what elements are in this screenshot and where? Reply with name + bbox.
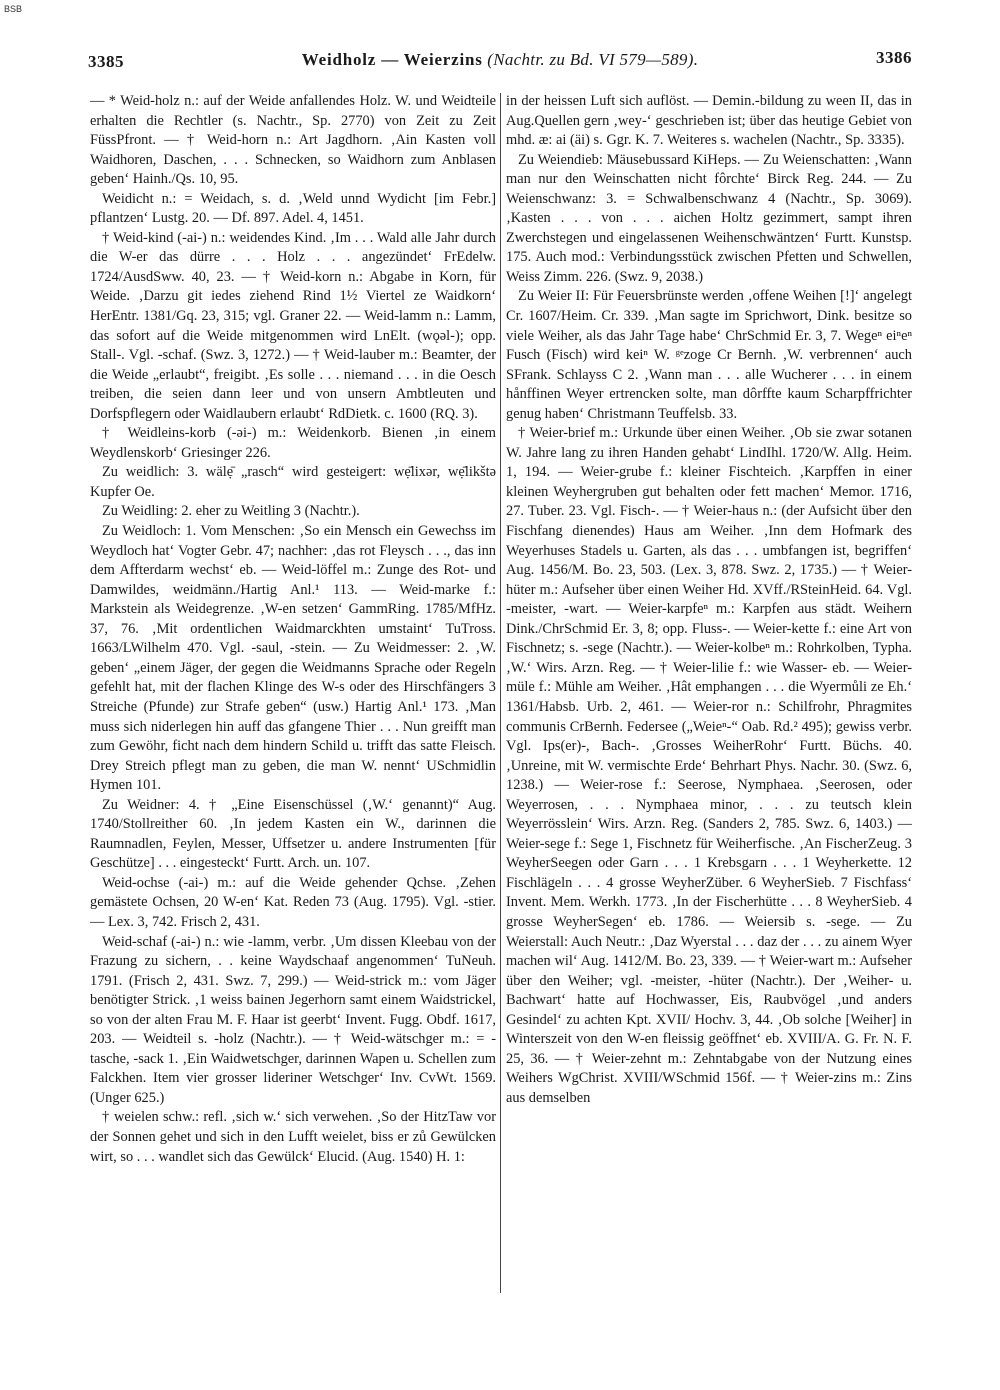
running-title-headwords: Weidholz — Weierzins xyxy=(301,50,483,69)
entry-weidlich: Zu weidlich: 3. wälẹ̄ „rasch“ wird gesteigert: wẹ̄lixər, wẹ̄likštə Kupfer Oe. xyxy=(90,464,496,500)
entry-weiendieb: Zu Weiendieb: Mäusebussard KiHeps. — Zu Weienschatten: ‚Wann man nur den Weinschatten nicht fôrchte‘ Birck Reg. 244. — Zu Weienschwanz: 3. = Schwalbenschwanz 4 (Nachtr., Sp. 3069). ‚Kasten . . . von . . . aichen Holtz gezimmert, sampt ihren Zwerchstegen und eingelassenen Weihenschwäntzen‘ Furtt. Kunstsp. 175. Auch mod.: Verbindungsstück zwischen Pfetten und Schwellen, Weiss Zimm. 226. (Swz. 9, 2038.) xyxy=(506,151,912,285)
running-title xyxy=(0,50,1000,70)
entry-weidochse: Weid-ochse (-ai-) m.: auf die Weide gehender Qchse. ‚Zehen gemästete Ochsen, 20 W-en‘ Kat. Reden 73 (Aug. 1795). Vgl. -stier. — Lex. 3, 742. Frisch 2, 431. xyxy=(90,874,496,930)
column-divider xyxy=(500,93,501,1293)
left-column xyxy=(90,92,496,1292)
entry-weidkind: † Weid-kind (-ai-) n.: weidendes Kind. ‚Im . . . Wald alle Jahr durch die W-er das dürre . . . Holz . . . angezündet‘ FrEdelw. 1724/AusdSww. 40, 23. — † Weid-korn n.: Abgabe in Korn, für Weide. ‚Darzu git iedes ziehend Rind 1½ Viertel ze Waidkorn‘ HerEntr. 1381/Gq. 23, 315; vgl. Graner 22. — Weid-lamm n.: Lamm, das sofort auf die Weide mitgenommen wird LnElt. (wǫəl-); opp. Stall-. Vgl. -schaf. (Swz. 3, 1272.) — † Weid-lauber m.: Beamter, der die Weide „erlaubt“, freigibt. ‚Es solle . . . niemand . . . in die Oesch treiben, die seien dann leer und von unsern Ambtleuten und Dorfspflegern oder Waidlaubern erlaubt‘ RdDietk. c. 1600 (RQ. 3). xyxy=(90,229,496,422)
entry-weidner: Zu Weidner: 4. † „Eine Eisenschüssel (‚W.‘ genannt)“ Aug. 1740/Stollreither 60. ‚In jedem Kasten ein W., darinnen die Raumnadlen, Feylen, Messer, Uffsetzer u. andere Instrumenten [für Geschütze] . . . eingesteckt‘ Furtt. Arch. un. 107. xyxy=(90,796,496,872)
page-number-left: 3385 xyxy=(88,52,124,71)
page-header xyxy=(0,48,1000,78)
entry-weidloch: Zu Weidloch: 1. Vom Menschen: ‚So ein Mensch ein Gewechss im Weydloch hat‘ Vogter Gebr. 47; nachher: ‚das rot Fleysch . . ., das inn dem Affterdarm wechst‘ eb. — Weid-löffel m.: Zunge des Rot- und Damwildes, weidmänn./Hartig Anl.¹ 113. — Weid-marke f.: Markstein als Weidegrenze. ‚W-en setzen‘ GammRing. 1785/MfHz. 37, 76. ‚Mit ordentlichen Waidmarckhten umstaint‘ TuTross. 1663/LWilhelm 470. Vgl. -saul, -stein. — Zu Weidmesser: 2. ‚W. geben‘ „einem Jäger, der gegen die Weidmanns Sprache oder Regeln gefehlt hat, mit der flachen Klinge des W-s oder des Hirschfängers 3 Streiche (Pfunde) zur Strafe geben“ (usw.) Hartig Anl.¹ 173. ‚Man muss sich niderlegen hin auff das gfangene Thier . . . Nun greifft man zum Gewöhr, ficht nach dem hindern Schild u. trifft das satte Fleisch. Drey Streich pflegt man zu geben, die man W. nennt‘ USchmidlin Hymen 101. xyxy=(90,523,496,794)
entry-weidschaf: Weid-schaf (-ai-) n.: wie -lamm, verbr. ‚Um dissen Kleebau von der Frazung zu sichern, . . keine Waydschaaf angenommen‘ TuNeuh. 1791. (Frisch 2, 431. Swz. 7, 299.) — Weid-strick m.: vom Jäger benötigter Strick. ‚1 weiss bainen Jegerhorn samt einem Waidstrickel, so von der alten Frau M. F. Haar ist geerbt‘ Invent. Fugg. Obdf. 1617, 203. — Weidteil s. -holz (Nachtr.). — † Weid-wätschger m.: = -tasche, -sack 1. ‚Ein Waidwetschger, darinnen Wapen u. Schellen zum Falckhen. Item vier grosser lideriner Wetschger‘ Inv. CvWt. 1569. (Unger 625.) xyxy=(90,933,496,1106)
page-number-right: 3386 xyxy=(876,48,912,67)
entry-weidleinskorb: † Weidleins-korb (-əi-) m.: Weidenkorb. Bienen ‚in einem Weydlenskorb‘ Griesinger 226. xyxy=(90,425,496,461)
entry-weidholz: — * Weid-holz n.: auf der Weide anfallendes Holz. W. und Weidteile erhalten die Rechtler (s. Nachtr., Sp. 2770) von Zeit zu Zeit FüssPfront. — † Weid-horn n.: Art Jagdhorn. ‚Ain Kasten voll Waidhoren, Daschen, . . . Schnecken, so Waidhorn zum Anblasen geben‘ Hainh./Qs. 10, 95. xyxy=(90,93,496,188)
entry-weielen-continued: in der heissen Luft sich auflöst. — Demin.-bildung zu ween II, das in Aug.Quellen gern ‚wey-‘ geschrieben ist; über das heutige Gebiet von mhd. æ: ai (äi) s. Ggr. K. 7. Weiteres s. wachelen (Nachtr., Sp. 3335). xyxy=(506,93,912,149)
entry-weidicht: Weidicht n.: = Weidach, s. d. ‚Weld unnd Wydicht [im Febr.] pflantzen‘ Lustg. 20. — Df. 897. Adel. 4, 1451. xyxy=(90,190,496,227)
entry-weidling: Zu Weidling: 2. eher zu Weitling 3 (Nachtr.). xyxy=(102,503,360,520)
right-column xyxy=(506,92,912,1292)
running-title-note: (Nachtr. zu Bd. VI 579—589). xyxy=(487,50,699,69)
entry-weier-ii: Zu Weier II: Für Feuersbrünste werden ‚offene Weihen [!]‘ angelegt Cr. 1607/Heim. Cr. 339. ‚Man sagte im Sprichwort, Dink. besitze so viele Weiher, als das Jahr Tage habe‘ ChrSchmid Er. 3, 7. Wegeⁿ eiⁿeⁿ Fusch (Fisch) wird keiⁿ W. ᵍᵉzoge Cr Bernh. ‚W. verbrennen‘ auch SFrank. Schlayss C 2. ‚Wann man . . . alle Wucherer . . . in einem hånffinen Weyer ertrencken solte, man dôrffte kaum Scharpffrichter genug haben‘ Christmann Teuffelsb. 33. xyxy=(506,288,912,422)
entry-weierbrief: † Weier-brief m.: Urkunde über einen Weiher. ‚Ob sie zwar sotanen W. Jahre lang zu ihren Handen gehabt‘ LindIhl. 1720/W. Allg. Heim. 1, 194. — Weier-grube f.: kleiner Fischteich. ‚Karpffen in einer kleinen Weyhergruben gut behalten oder fett machen‘ Memor. 1716, 27. Tuber. 23. Vgl. Fisch-. — † Weier-haus n.: (der Aufsicht über den Fischfang dienendes) Haus am Weiher. ‚Inn dem Hofmark des Weyerhuses Stadels u. Garten, als das . . . umbfangen ist, begriffen‘ Aug. 1456/M. Bo. 23, 503. (Lex. 3, 878. Swz. 2, 1735.) — † Weier-hüter m.: Aufseher über einen Weiher Hd. XVff./RSteinHeid. 64. Vgl. -meister, -wart. — Weier-karpfeⁿ m.: Karpfen aus städt. Weihern Dink./ChrSchmid Er. 3, 8; opp. Fluss-. — Weier-kette f.: eine Art von Fischnetz; s. -sege (Nachtr.). — Weier-kolbeⁿ m.: Rohrkolben, Typha. ‚W.‘ Wirs. Arzn. Reg. — † Weier-lilie f.: wie Wasser- eb. — Weier-müle f.: Mühle am Weiher. ‚Hât emphangen . . . die Wyermůli ze Eh.‘ 1361/Habsb. Urb. 2, 461. — Weier-ror n.: Schilfrohr, Phragmites communis CrBernh. Federsee („Weieⁿ-“ Oab. Rd.² 495); gewiss verbr. Vgl. Ips(er)-, Bach-. ‚Grosses WeiherRohr‘ Furtt. Büchs. 40. ‚Unreine, mit W. vermischte Erde‘ Behrhart Phys. Nachr. 30. (Swz. 6, 1238.) — Weier-rose f.: Seerose, Nymphaea. ‚Seerosen, oder Weyerrosen, . . . Nymphaea minor, . . . zu teutsch klein Weyerrösslein‘ Wirs. Arzn. Reg. (Sanders 2, 785. Swz. 6, 1403.) — Weier-sege f.: Sege 1, Fischnetz für Weiherfische. ‚An FischerZeug. 3 WeyherSeegen oder Garn . . . 1 Krebsgarn . . . 1 Weyherkette. 12 Fischlägeln . . . 4 grosse WeyherZüber. 6 WeyherSieb. 7 Fischfass‘ Invent. Mem. Werkh. 1773. ‚In der Fischerhütte . . . 8 WeyherSieb. 4 grosse WeyherSegen‘ eb. 1786. — Weiersib s. -sege. — Zu Weierstall: Auch Neutr.: ‚Daz Wyerstal . . . daz der . . . zu ainem Wyer machen wil‘ Aug. 1412/M. Bo. 23, 339. — † Weier-wart m.: Aufseher über den Weiher; vgl. -meister, -hüter (Nachtr.). Der ‚Weiher- u. Bachwart‘ hatte auf Hochwasser, Eis, Raubvögel ‚und anders Gesindel‘ zu achten Kpt. XVII/ Hochv. 3, 44. ‚Ob solche [Weiher] in Winterszeit von den W-en fleissig geöffnet‘ eb. XVIII/A. G. Fr. N. F. 25, 36. — † Weier-zehnt m.: Zehntabgabe von der Nutzung eines Weihers WgChrist. XVIII/WSchmid 156f. — † Weier-zins m.: Zins aus demselben xyxy=(506,425,912,1106)
entry-weielen: † weielen schw.: refl. ‚sich w.‘ sich verwehen. ‚So der HitzTaw vor der Sonnen gehet und sich in den Lufft weielet, biss er zů Gewülcken wirt, so . . . wandlet sich das Gewülck‘ Elucid. (Aug. 1540) H. 1: xyxy=(90,1109,496,1165)
library-stamp: BSB xyxy=(4,4,23,14)
